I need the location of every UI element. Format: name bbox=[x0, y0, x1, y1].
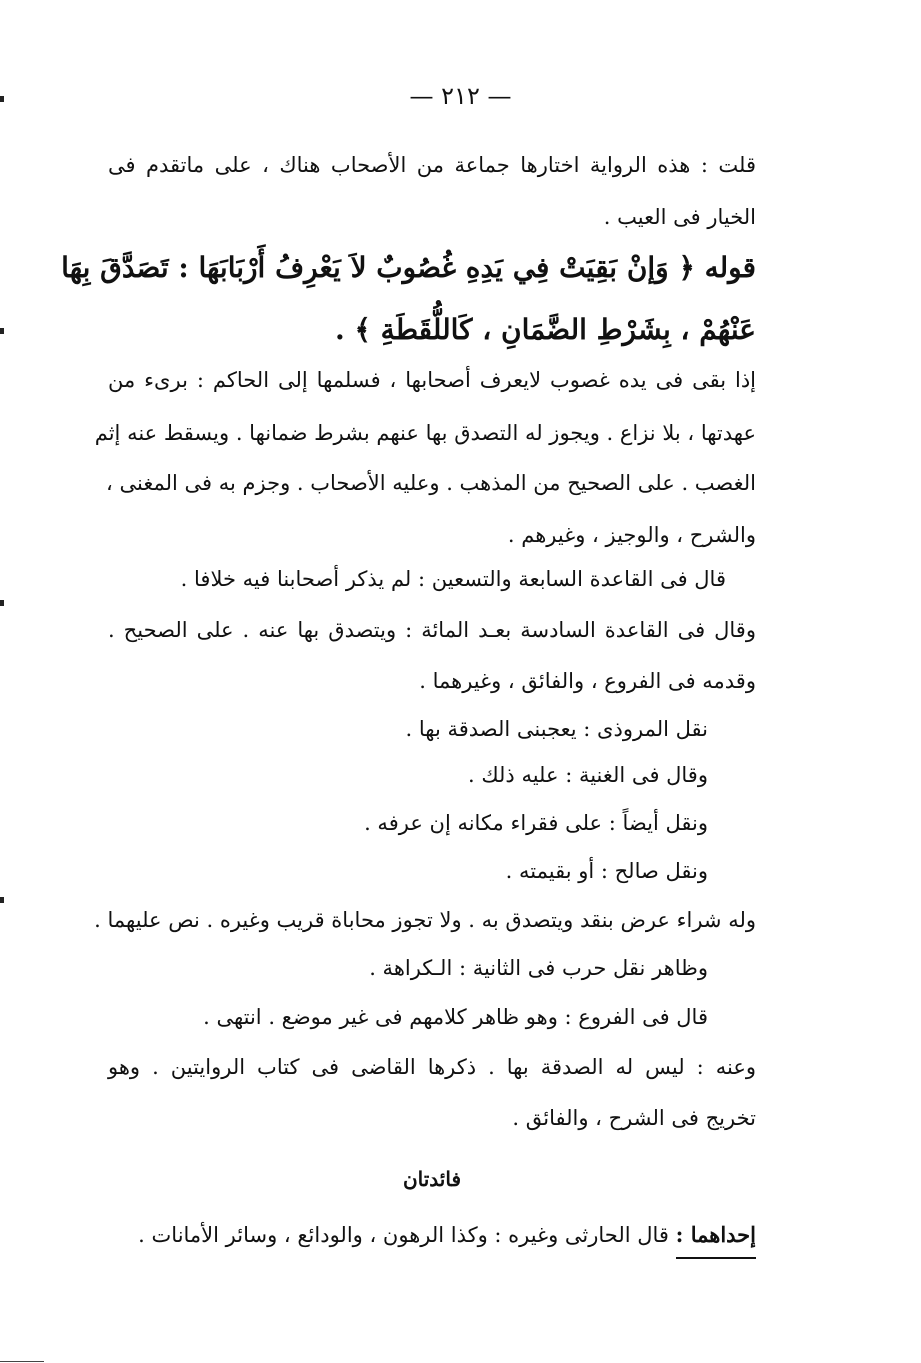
item-lead: إحداهما : bbox=[676, 1222, 756, 1259]
text-line: وظاهر نقل حرب فى الثانية : الـكراهة . bbox=[369, 956, 708, 980]
text-line: وقال فى القاعدة السادسة بعـد المائة : ويتصدق بها عنه . على الصحيح . bbox=[108, 618, 756, 642]
quoted-matn-line: عَنْهُمْ ، بِشَرْطِ الضَّمَانِ ، كَاللُّقَطَةِ ﴾ . bbox=[335, 313, 756, 346]
text-line: قال فى الفروع : وهو ظاهر كلامهم فى غير موضع . انتهى . bbox=[203, 1005, 708, 1029]
scan-edge-line bbox=[0, 1361, 44, 1362]
text-line: عهدتها ، بلا نزاع . ويجوز له التصدق بها عنهم بشرط ضمانها . ويسقط عنه إثم bbox=[94, 421, 756, 445]
text-line: وقدمه فى الفروع ، والفائق ، وغيرهما . bbox=[419, 669, 756, 693]
text-line: قال فى القاعدة السابعة والتسعين : لم يذكر أصحابنا فيه خلافا . bbox=[180, 567, 726, 591]
body-text bbox=[61, 0, 756, 1363]
scan-edge-mark bbox=[0, 600, 4, 606]
text-line: إذا بقى فى يده غصوب لايعرف أصحابها ، فسلمها إلى الحاكم : برىء من bbox=[108, 368, 756, 392]
text-line: قلت : هذه الرواية اختارها جماعة من الأصحاب هناك ، على ماتقدم فى bbox=[108, 153, 756, 177]
text-line: وقال فى الغنية : عليه ذلك . bbox=[467, 763, 708, 787]
text-line: الغصب . على الصحيح من المذهب . وعليه الأصحاب . وجزم به فى المغنى ، bbox=[106, 471, 756, 495]
scan-edge-mark bbox=[0, 897, 4, 903]
text-line: وله شراء عرض بنقد ويتصدق به . ولا تجوز محاباة قريب وغيره . نص عليهما . bbox=[94, 908, 756, 932]
item-text: قال الحارثى وغيره : وكذا الرهون ، والودائع ، وسائر الأمانات . bbox=[138, 1223, 676, 1247]
text-line: الخيار فى العيب . bbox=[603, 205, 756, 229]
scan-edge-mark bbox=[0, 96, 4, 102]
text-line: ونقل صالح : أو بقيمته . bbox=[505, 859, 708, 883]
page-number: — ٢١٢ — bbox=[409, 82, 512, 110]
text-line: ونقل أيضاً : على فقراء مكانه إن عرفه . bbox=[364, 811, 708, 835]
scan-edge-mark bbox=[0, 328, 4, 334]
text-line: وعنه : ليس له الصدقة بها . ذكرها القاضى فى كتاب الروايتين . وهو bbox=[108, 1055, 756, 1079]
text-line-last bbox=[138, 1220, 756, 1250]
quoted-matn-line: قوله ﴿ وَإنْ بَقِيَتْ فِي يَدِهِ غُصُوبٌ لاَ يَعْرِفُ أَرْبَابَهَا : تَصَدَّقَ بِهَا bbox=[61, 251, 756, 284]
text-line: والشرح ، والوجيز ، وغيرهم . bbox=[507, 523, 756, 547]
text-line: نقل المروذى : يعجبنى الصدقة بها . bbox=[405, 717, 708, 741]
text-line: تخريج فى الشرح ، والفائق . bbox=[512, 1106, 756, 1130]
section-heading: فائدتان bbox=[402, 1167, 462, 1191]
